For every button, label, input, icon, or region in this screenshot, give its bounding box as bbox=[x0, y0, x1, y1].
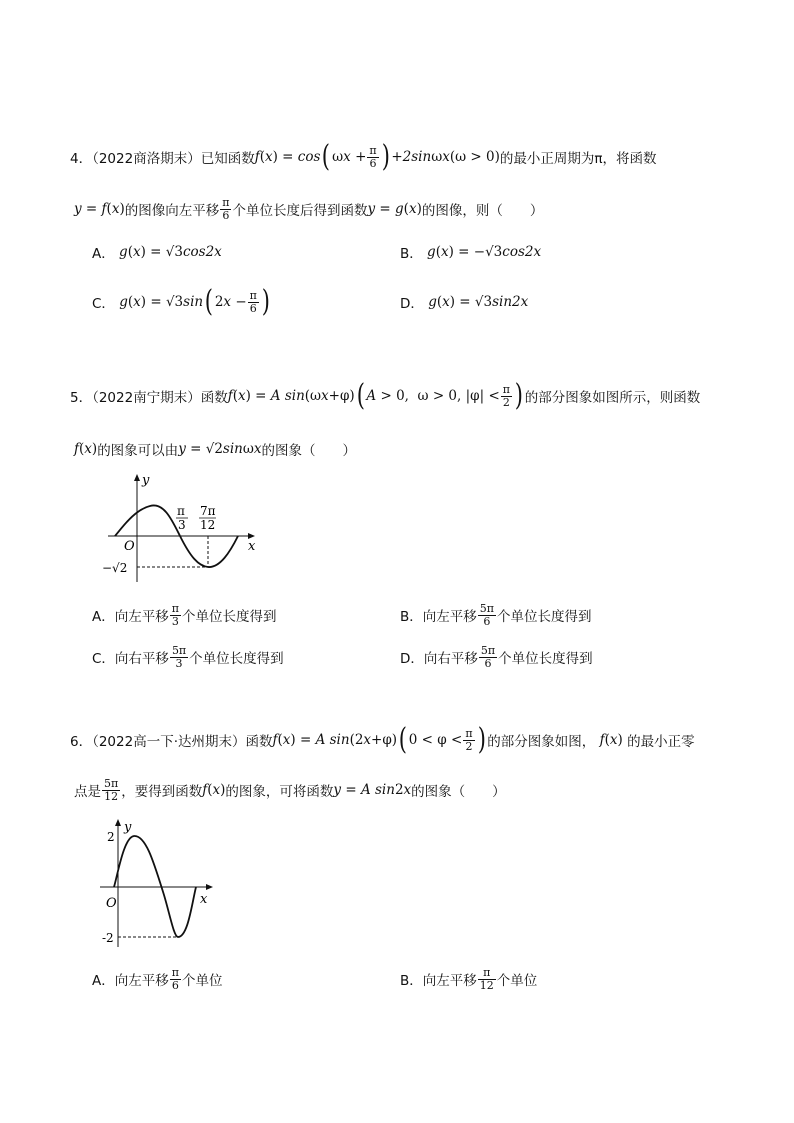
q4-text3: 个单位长度后得到函数 bbox=[232, 203, 368, 219]
q5-prefix: 5．（2022南宁期末）函数 bbox=[70, 390, 228, 406]
q6-origin-label: O bbox=[106, 896, 117, 911]
q6-formula-fx2: f(x) bbox=[202, 782, 226, 798]
q6-formula-fx: f(x) bbox=[595, 732, 623, 748]
paren-open: ( bbox=[356, 378, 365, 413]
q5-text2: 的图象可以由 bbox=[97, 443, 179, 459]
option-label: A．向左平移 bbox=[92, 609, 169, 625]
q6-stem-line2 bbox=[74, 772, 506, 808]
q4-option-d-formula: g(x) = √3sin2x bbox=[423, 294, 529, 310]
q4-stem-line1 bbox=[70, 140, 657, 174]
q5-option-b[interactable] bbox=[400, 598, 592, 632]
q6-max-label: 2 bbox=[107, 830, 115, 844]
q5-tick1-num: π bbox=[177, 504, 185, 518]
q6-frac-b: $\frac{\pi}{12}$ bbox=[479, 965, 494, 992]
paren-open: ( bbox=[322, 139, 331, 174]
option-label: A． bbox=[92, 246, 115, 262]
q4-formula-y: y = f(x) bbox=[74, 201, 125, 217]
q5-y-arrow bbox=[134, 474, 140, 481]
q5-tick1-den: 3 bbox=[178, 518, 186, 532]
q5-text3: 的图象（ ） bbox=[261, 443, 357, 459]
q4-prefix: 4．（2022商洛期末）已知函数 bbox=[70, 151, 255, 167]
q4-option-a[interactable] bbox=[92, 240, 222, 264]
q5-x-label: x bbox=[248, 539, 256, 554]
option-tail: 个单位长度得到 bbox=[497, 609, 592, 625]
q4-frac-shift: $\frac{\pi}{6}$ bbox=[222, 195, 230, 222]
q4-option-c-arg: 2x − bbox=[214, 294, 247, 310]
q5-frac-pi-2: $\frac{\pi}{2}$ bbox=[502, 382, 510, 409]
q5-origin-label: O bbox=[124, 539, 135, 554]
q4-frac-pi-6: $\frac{\pi}{6}$ bbox=[369, 143, 377, 170]
q5-frac-b: $\frac{5\pi}{6}$ bbox=[479, 601, 494, 628]
option-tail: 个单位 bbox=[496, 973, 538, 989]
q5-stem-line1 bbox=[70, 378, 700, 414]
q4-formula-arg: ωx + bbox=[332, 149, 367, 165]
q4-formula-tail: +2sinωx(ω > 0) bbox=[391, 149, 500, 165]
option-label: B． bbox=[400, 246, 423, 262]
q6-sine-curve bbox=[114, 836, 196, 937]
option-label: B．向左平移 bbox=[400, 973, 477, 989]
q6-formula-y: y = A sin2x bbox=[333, 782, 412, 798]
q6-condition: 0 < φ < bbox=[408, 732, 463, 748]
q4-stem-line2 bbox=[74, 192, 543, 226]
q4-option-c[interactable] bbox=[92, 284, 272, 320]
q4-text2: 的图像向左平移 bbox=[124, 203, 220, 219]
q4-option-a-formula: g(x) = √3cos2x bbox=[114, 244, 222, 260]
paren-close: ) bbox=[381, 139, 390, 174]
q5-formula-fx: f(x) bbox=[74, 441, 98, 457]
q5-text1: 的部分图象如图所示，则函数 bbox=[524, 390, 701, 406]
q6-text2: 的最小正零 bbox=[627, 734, 695, 750]
q6-y-arrow bbox=[115, 819, 121, 826]
q6-formula-f: f(x) = A sin(2x+φ) bbox=[272, 732, 398, 748]
option-tail: 个单位长度得到 bbox=[498, 651, 593, 667]
option-tail: 个单位长度得到 bbox=[181, 609, 277, 625]
q6-min-label: -2 bbox=[102, 931, 114, 945]
q4-frac-c: $\frac{\pi}{6}$ bbox=[249, 288, 257, 315]
q5-stem-line2 bbox=[74, 436, 356, 462]
paren-close: ) bbox=[477, 722, 486, 757]
q6-graph bbox=[100, 815, 220, 950]
q6-text3: 点是 bbox=[74, 784, 101, 800]
q4-text4: 的图像，则（ ） bbox=[421, 203, 544, 219]
q5-option-a[interactable] bbox=[92, 598, 276, 632]
q5-frac-c: $\frac{5\pi}{3}$ bbox=[171, 643, 187, 670]
q4-option-c-formula: g(x) = √3sin bbox=[114, 294, 204, 310]
q4-text1: 的最小正周期为π，将函数 bbox=[499, 151, 657, 167]
q6-option-b[interactable] bbox=[400, 962, 537, 996]
paren-open: ( bbox=[204, 284, 214, 319]
q6-frac-5pi-12: $\frac{5\pi}{12}$ bbox=[104, 776, 119, 803]
q6-x-arrow bbox=[206, 884, 213, 890]
q5-option-d[interactable] bbox=[400, 640, 593, 674]
q6-stem-line1 bbox=[70, 722, 695, 758]
q4-option-d[interactable] bbox=[400, 290, 528, 314]
paren-close: ) bbox=[514, 378, 523, 413]
q5-tick2-den: 12 bbox=[200, 518, 216, 532]
q4-option-b[interactable] bbox=[400, 240, 541, 264]
q4-formula-f: f(x) = cos bbox=[254, 149, 321, 165]
option-tail: 个单位长度得到 bbox=[189, 651, 284, 667]
q5-formula-y: y = √2sinωx bbox=[178, 441, 262, 457]
q6-prefix: 6．（2022高一下·达州期末）函数 bbox=[70, 734, 273, 750]
q6-text1: 的部分图象如图， bbox=[487, 734, 596, 750]
paren-close: ) bbox=[261, 284, 270, 319]
option-tail: 个单位 bbox=[181, 973, 223, 989]
q5-min-label: −√2 bbox=[102, 561, 128, 575]
q5-formula-f: f(x) = A sin(ωx+φ) bbox=[227, 388, 355, 404]
q5-option-c[interactable] bbox=[92, 640, 284, 674]
option-label: A．向左平移 bbox=[92, 973, 169, 989]
q6-y-label: y bbox=[124, 820, 132, 835]
q6-text4: ，要得到函数 bbox=[121, 784, 203, 800]
q5-frac-a: $\frac{\pi}{3}$ bbox=[171, 601, 179, 628]
q6-frac-a: $\frac{\pi}{6}$ bbox=[171, 965, 179, 992]
option-label: C．向右平移 bbox=[92, 651, 169, 667]
q5-y-label: y bbox=[142, 473, 150, 488]
paren-open: ( bbox=[398, 722, 408, 757]
q6-frac-pi-2: $\frac{\pi}{2}$ bbox=[465, 726, 473, 753]
q6-x-label: x bbox=[200, 892, 208, 907]
q5-tick2-num: 7π bbox=[200, 504, 216, 518]
q6-option-a[interactable] bbox=[92, 962, 222, 996]
option-label: B．向左平移 bbox=[400, 609, 477, 625]
q6-text6: 的图象（ ） bbox=[411, 784, 506, 800]
q5-frac-d: $\frac{5\pi}{6}$ bbox=[480, 643, 496, 670]
q6-text5: 的图象，可将函数 bbox=[225, 784, 334, 800]
option-label: D． bbox=[400, 296, 424, 312]
q4-option-b-formula: g(x) = −√3cos2x bbox=[422, 244, 542, 260]
q5-graph bbox=[100, 470, 260, 585]
option-label: D．向右平移 bbox=[400, 651, 478, 667]
q5-conditions: A > 0, ω > 0, |φ| < bbox=[366, 388, 500, 404]
option-label: C． bbox=[92, 296, 115, 312]
q4-formula-g: y = g(x) bbox=[367, 201, 422, 217]
